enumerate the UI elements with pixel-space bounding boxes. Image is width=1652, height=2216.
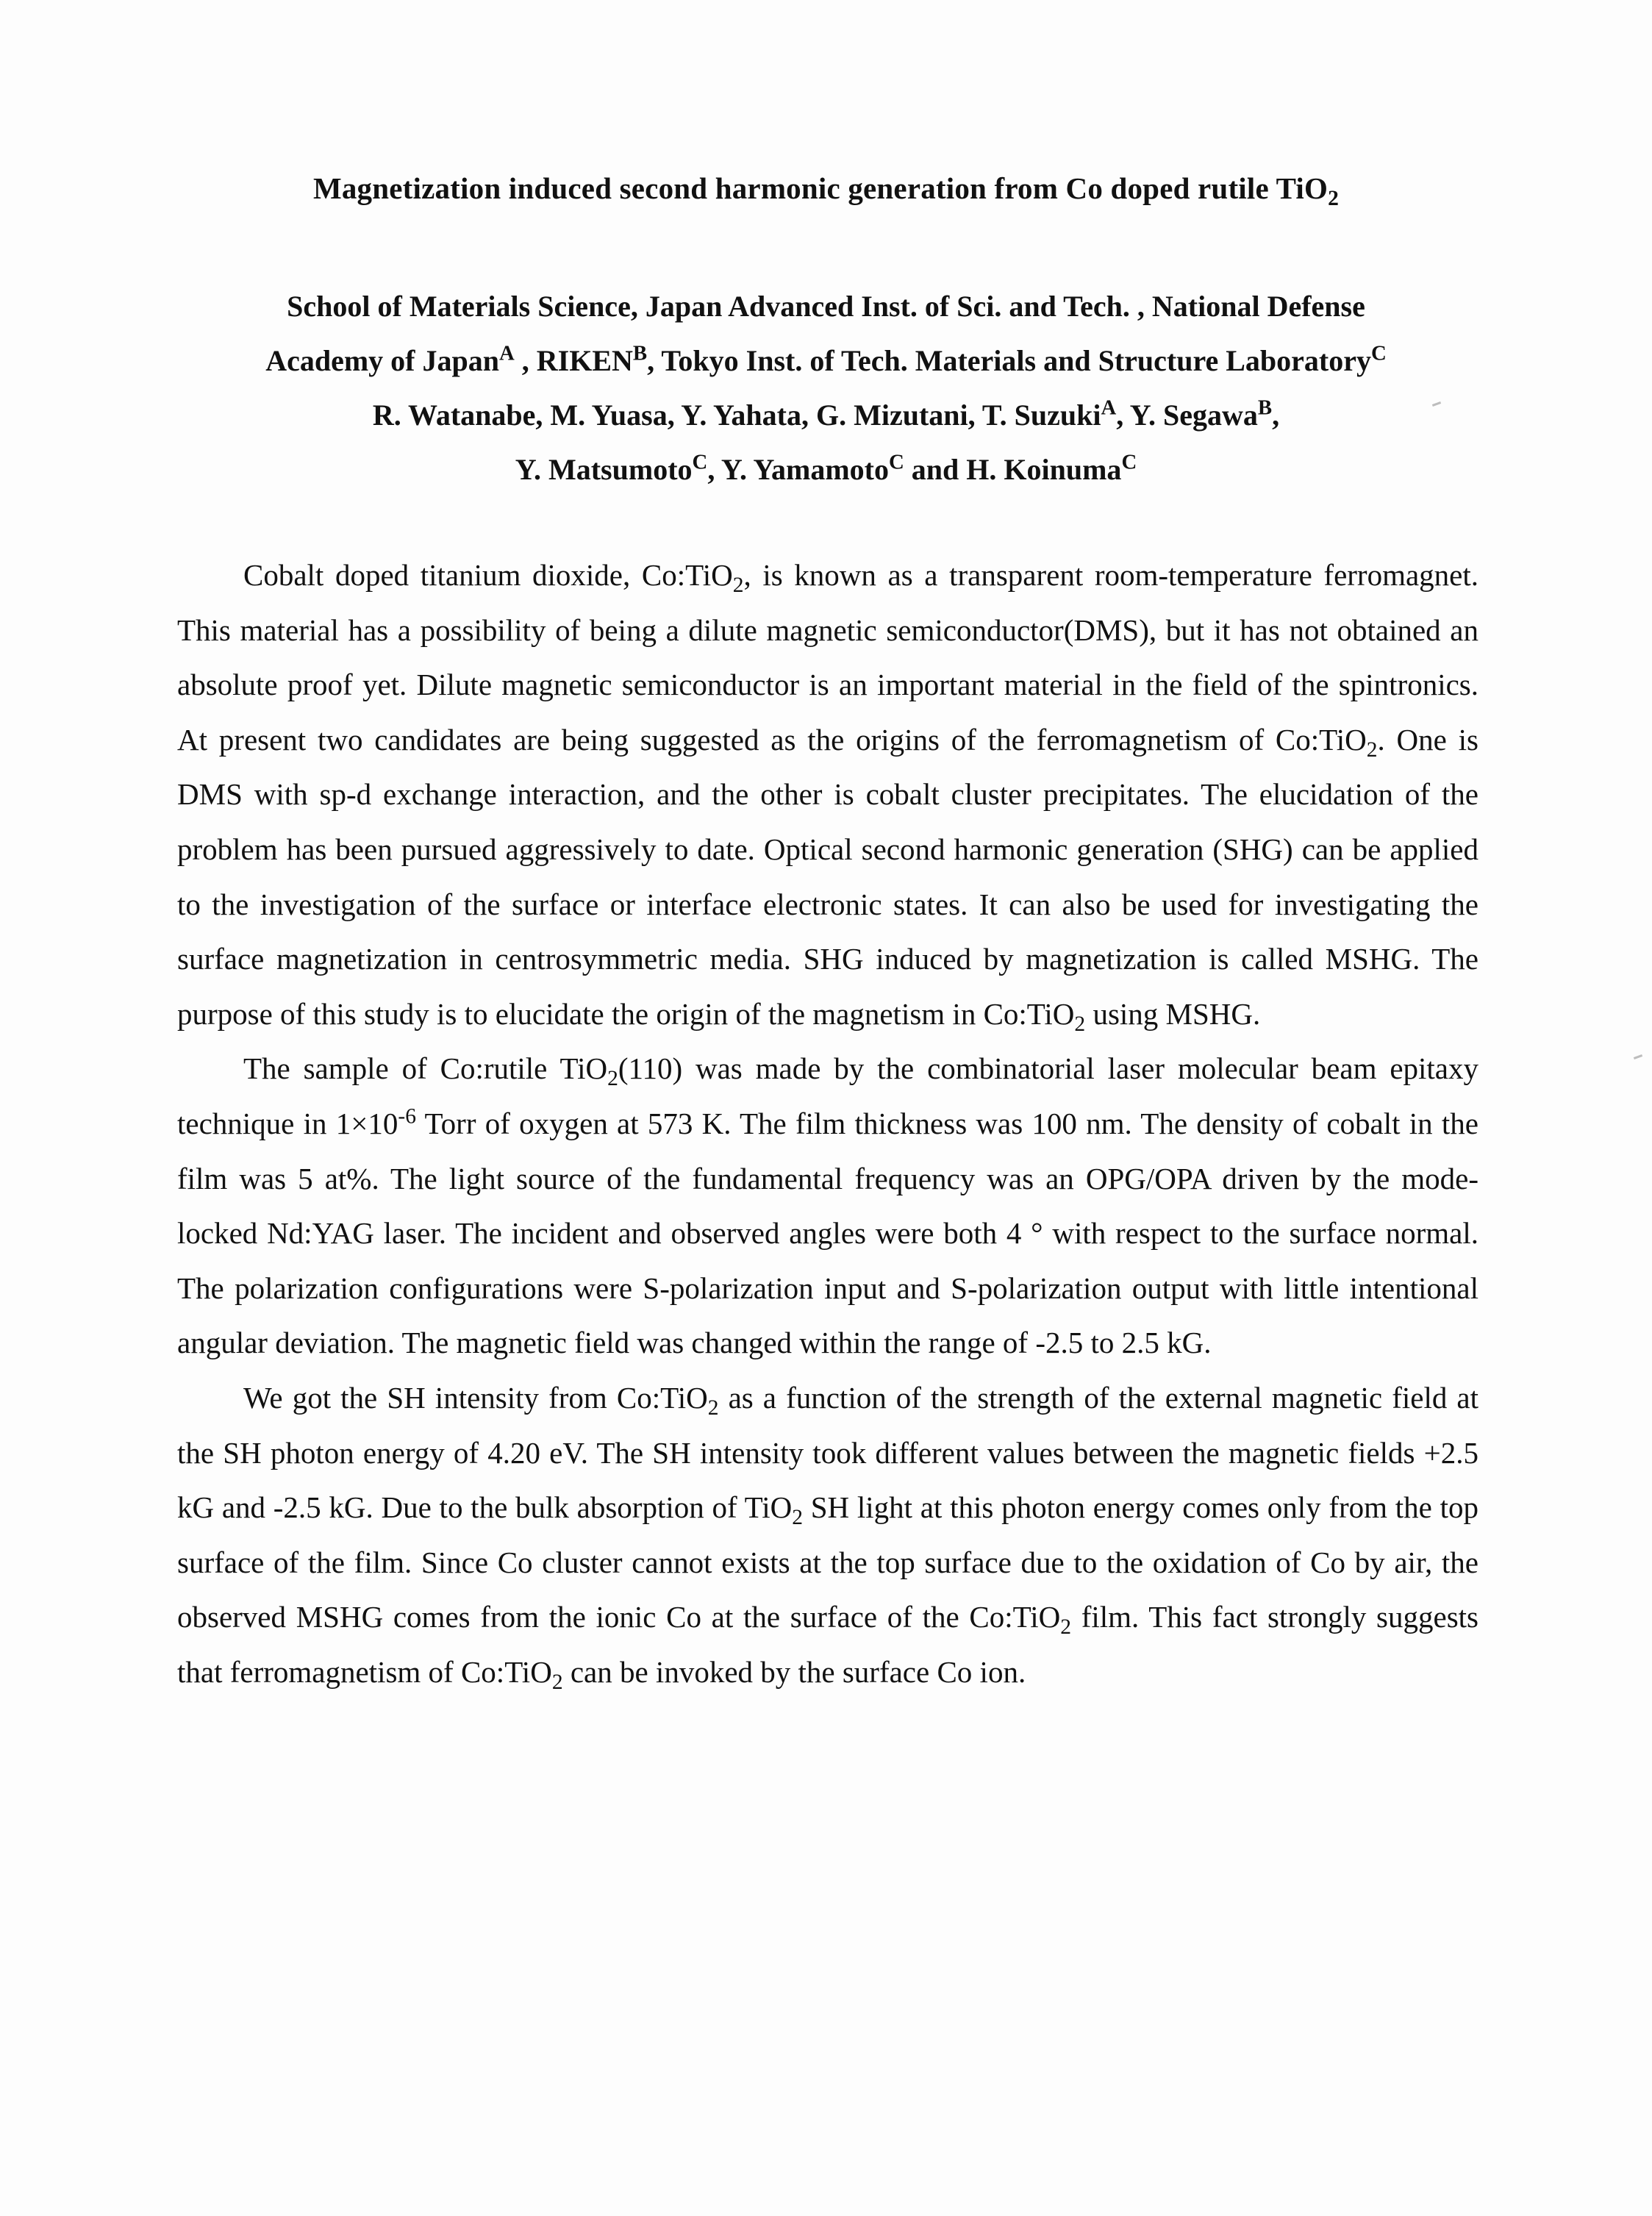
affiliation-jaist-nda: Academy of Japan — [265, 344, 499, 377]
author-mark: A — [1101, 396, 1117, 420]
paragraph-text: Torr of oxygen at 573 K. The film thickness was 100 nm. The density of cobalt in the film was 5 at%. The light source of the fundamental frequency was an OPG/OPA driven by the mode-locked Nd:YAG laser. The incident and observed angles were both 4 ° with respect to the surface normal. The polarization configurations were S-polarization input and S-polarization output with little intentional angular deviation. The magnetic field was changed within the range of -2.5 to 2.5 kG. — [177, 1106, 1479, 1360]
affiliation-mark-c: C — [1371, 341, 1387, 365]
title-text: Magnetization induced second harmonic generation from Co doped rutile TiO — [312, 171, 1329, 205]
affiliation-tokyo-tech: , Tokyo Inst. of Tech. Materials and Structure Laboratory — [647, 344, 1372, 377]
exponent: -6 — [398, 1104, 416, 1129]
author-mark: B — [1257, 396, 1273, 420]
subscript: 2 — [607, 1067, 618, 1091]
authors-line-2 — [162, 443, 1490, 497]
paper-title — [0, 168, 1652, 209]
paragraph-introduction — [177, 548, 1478, 1041]
subscript: 2 — [732, 573, 744, 598]
author-mark: C — [1121, 450, 1137, 474]
paragraph-text: We got the SH intensity from Co:TiO — [243, 1380, 708, 1415]
subscript: 2 — [792, 1506, 803, 1530]
paragraph-text: film. This fact strongly suggests that ferromagnetism of Co:TiO — [177, 1600, 1479, 1689]
paragraph-text: The sample of Co:rutile TiO — [243, 1051, 608, 1086]
affiliation-line-1: School of Materials Science, Japan Advanced Inst. of Sci. and Tech. , National Defense — [287, 290, 1365, 323]
affiliation-riken: , RIKEN — [514, 344, 633, 377]
paragraph-methods — [177, 1041, 1478, 1370]
paragraph-text: as a function of the strength of the external magnetic field at the SH photon energy of 4.20 eV. The SH intensity took different values between the magnetic fields +2.5 kG and -2.5 kG. Due to the bulk absorption of TiO — [177, 1380, 1479, 1525]
abstract-body — [177, 548, 1478, 1699]
paragraph-text: can be invoked by the surface Co ion. — [562, 1654, 1026, 1689]
subscript: 2 — [551, 1670, 563, 1695]
authors-text: , Y. Yamamoto — [707, 453, 889, 486]
subscript: 2 — [707, 1396, 719, 1420]
paragraph-text: (110) was made by the combinatorial laser molecular beam epitaxy technique in 1×10 — [177, 1051, 1478, 1140]
affiliation-line-2 — [162, 334, 1490, 388]
author-mark: C — [692, 450, 708, 474]
subscript: 2 — [1366, 737, 1378, 762]
authors-text: , — [1272, 398, 1280, 432]
paragraph-text: using MSHG. — [1085, 996, 1261, 1031]
affiliation-mark-a: A — [498, 341, 515, 365]
affiliation-mark-b: B — [632, 341, 648, 365]
paragraph-results — [177, 1370, 1478, 1700]
paragraph-text: Cobalt doped titanium dioxide, Co:TiO — [243, 558, 733, 592]
authors-text: , Y. Segawa — [1116, 398, 1258, 432]
authors-text: and H. Koinuma — [904, 453, 1122, 486]
authors-text: Y. Matsumoto — [515, 453, 693, 486]
paragraph-text: SH light at this photon energy comes only from the top surface of the film. Since Co cluster cannot exists at the top surface due to the oxidation of Co by air, the observed MSHG comes from the ionic Co at the surface of the Co:TiO — [177, 1490, 1479, 1634]
title-subscript: 2 — [1328, 187, 1340, 211]
scan-speck — [1634, 1054, 1642, 1059]
subscript: 2 — [1060, 1615, 1072, 1640]
authors-text: R. Watanabe, M. Yuasa, Y. Yahata, G. Mizutani, T. Suzuki — [372, 398, 1101, 432]
paragraph-text: , is known as a transparent room-temperature ferromagnet. This material has a possibility of being a dilute magnetic semiconductor(DMS), but it has not obtained an absolute proof yet. Dilute magnetic semiconductor is an important material in the field of the spintronics. At present two candidates are being suggested as the origins of the ferromagnetism of Co:TiO — [177, 558, 1479, 757]
subscript: 2 — [1074, 1012, 1086, 1036]
paragraph-text: . One is DMS with sp-d exchange interaction, and the other is cobalt cluster precipitates. The elucidation of the problem has been pursued aggressively to date. Optical second harmonic generation (SHG) can be applied to the investigation of the surface or interface electronic states. It can also be used for investigating the surface magnetization in centrosymmetric media. SHG induced by magnetization is called MSHG. The purpose of this study is to elucidate the origin of the magnetism in Co:TiO — [177, 722, 1478, 1031]
authors-line-1 — [162, 388, 1490, 443]
affiliation-block — [162, 279, 1490, 497]
author-mark: C — [888, 450, 904, 474]
